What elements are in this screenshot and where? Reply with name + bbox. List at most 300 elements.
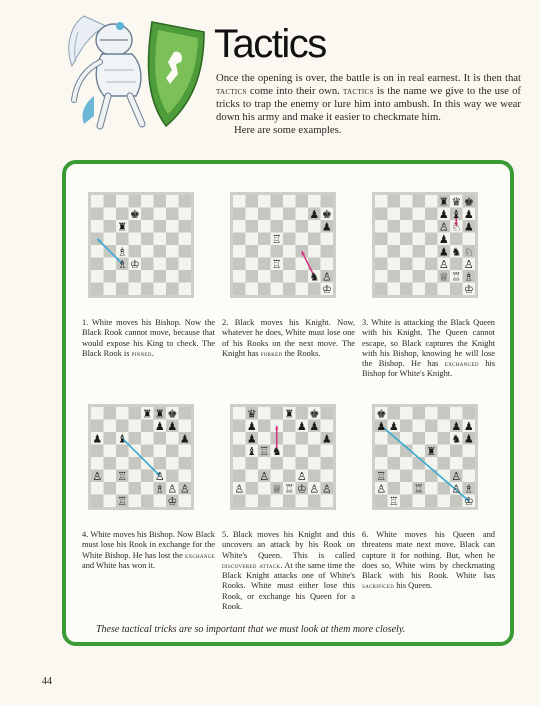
board-square xyxy=(271,195,284,208)
board-square xyxy=(400,482,413,495)
board-square xyxy=(321,258,334,271)
board-square xyxy=(91,270,104,283)
board-square xyxy=(308,495,321,508)
board-square xyxy=(179,470,192,483)
board-square xyxy=(413,220,426,233)
chess-piece-white: ♖ xyxy=(259,444,270,458)
chess-piece-white: ♔ xyxy=(321,282,332,295)
board-square xyxy=(116,482,129,495)
chess-piece-black: ♟ xyxy=(179,432,190,446)
board-square xyxy=(246,208,259,221)
board-square xyxy=(413,208,426,221)
board-square xyxy=(246,195,259,208)
chess-piece-white: ♘ xyxy=(451,220,462,234)
board-square xyxy=(154,495,167,508)
board-square xyxy=(375,245,388,258)
board-square xyxy=(388,245,401,258)
chess-piece-white: ♙ xyxy=(234,482,245,496)
board-square xyxy=(388,233,401,246)
board-square xyxy=(258,245,271,258)
board-square xyxy=(413,283,426,296)
chess-piece-white: ♙ xyxy=(92,469,103,483)
board-square xyxy=(258,208,271,221)
board-square xyxy=(271,407,284,420)
board-square xyxy=(375,270,388,283)
board-square xyxy=(91,283,104,296)
chess-piece-white: ♙ xyxy=(296,469,307,483)
term-pinned: pinned xyxy=(131,348,152,358)
board-square xyxy=(129,220,142,233)
board-square xyxy=(413,245,426,258)
board-square xyxy=(388,220,401,233)
board-square xyxy=(400,208,413,221)
board-square xyxy=(438,495,451,508)
board-square xyxy=(179,245,192,258)
chess-piece-white: ♙ xyxy=(438,220,449,234)
board-square xyxy=(104,407,117,420)
board-square xyxy=(413,407,426,420)
chess-piece-black: ♟ xyxy=(309,207,320,221)
board-square xyxy=(450,233,463,246)
board-square xyxy=(91,482,104,495)
board-square xyxy=(91,258,104,271)
board-square xyxy=(129,482,142,495)
board-square xyxy=(154,270,167,283)
chess-piece-black: ♜ xyxy=(426,444,437,458)
board-square xyxy=(116,208,129,221)
board-square xyxy=(141,208,154,221)
board-square xyxy=(375,457,388,470)
board-square xyxy=(388,258,401,271)
board-square xyxy=(400,258,413,271)
board-square xyxy=(296,283,309,296)
board-square xyxy=(233,270,246,283)
chess-piece-black: ♜ xyxy=(154,407,165,421)
chess-piece-black: ♟ xyxy=(463,419,474,433)
board-square xyxy=(375,233,388,246)
board-square xyxy=(400,245,413,258)
board-square xyxy=(425,495,438,508)
board-square xyxy=(91,495,104,508)
chess-piece-white: ♖ xyxy=(117,494,128,507)
board-square xyxy=(129,407,142,420)
board-square xyxy=(104,220,117,233)
board-square xyxy=(233,220,246,233)
board-square xyxy=(258,420,271,433)
board-square xyxy=(141,233,154,246)
chess-piece-black: ♟ xyxy=(438,207,449,221)
board-square xyxy=(104,258,117,271)
board-square xyxy=(296,220,309,233)
chess-board-1 xyxy=(88,192,194,298)
board-square xyxy=(283,283,296,296)
chess-piece-white: ♖ xyxy=(376,469,387,483)
chess-piece-white: ♖ xyxy=(117,469,128,483)
chess-piece-black: ♝ xyxy=(451,207,462,221)
board-square xyxy=(104,208,117,221)
board-square xyxy=(388,470,401,483)
chess-piece-white: ♗ xyxy=(117,245,128,259)
board-square xyxy=(179,283,192,296)
chess-piece-black: ♟ xyxy=(92,432,103,446)
board-square xyxy=(296,445,309,458)
chess-piece-white: ♙ xyxy=(438,257,449,271)
board-square xyxy=(154,258,167,271)
board-square xyxy=(141,220,154,233)
board-square xyxy=(283,445,296,458)
board-square xyxy=(375,258,388,271)
board-square xyxy=(141,283,154,296)
chess-board-2 xyxy=(230,192,336,298)
board-square xyxy=(141,245,154,258)
board-square xyxy=(400,495,413,508)
board-square xyxy=(179,220,192,233)
board-square xyxy=(233,195,246,208)
board-square xyxy=(296,432,309,445)
board-square xyxy=(308,195,321,208)
chess-piece-black: ♟ xyxy=(451,419,462,433)
board-square xyxy=(283,270,296,283)
board-square xyxy=(179,195,192,208)
board-square xyxy=(413,420,426,433)
board-square xyxy=(438,445,451,458)
board-square xyxy=(258,233,271,246)
board-square xyxy=(296,270,309,283)
board-square xyxy=(425,283,438,296)
chess-board-4 xyxy=(88,404,194,510)
chess-piece-black: ♚ xyxy=(129,207,140,221)
term-exchanged: exchanged xyxy=(444,359,479,369)
chess-piece-black: ♜ xyxy=(438,195,449,209)
board-square xyxy=(104,270,117,283)
board-square xyxy=(258,270,271,283)
board-square xyxy=(425,245,438,258)
board-square xyxy=(425,482,438,495)
board-square xyxy=(179,258,192,271)
board-square xyxy=(258,195,271,208)
board-square xyxy=(166,445,179,458)
board-square xyxy=(296,195,309,208)
board-square xyxy=(425,420,438,433)
examples-panel xyxy=(62,160,514,646)
board-square xyxy=(91,220,104,233)
board-square xyxy=(258,432,271,445)
board-square xyxy=(129,283,142,296)
board-square xyxy=(296,407,309,420)
chess-piece-black: ♟ xyxy=(438,232,449,246)
chess-piece-white: ♙ xyxy=(463,257,474,271)
board-square xyxy=(388,445,401,458)
board-square xyxy=(246,283,259,296)
board-square xyxy=(141,482,154,495)
board-square xyxy=(258,407,271,420)
board-square xyxy=(154,233,167,246)
board-square xyxy=(233,420,246,433)
board-square xyxy=(154,245,167,258)
page-title: Tactics xyxy=(214,22,326,66)
board-square xyxy=(400,270,413,283)
chess-piece-white: ♔ xyxy=(129,257,140,271)
board-square xyxy=(438,407,451,420)
board-square xyxy=(129,432,142,445)
board-square xyxy=(179,445,192,458)
chess-piece-black: ♞ xyxy=(309,270,320,284)
board-square xyxy=(141,420,154,433)
board-square xyxy=(321,420,334,433)
chess-piece-black: ♟ xyxy=(321,432,332,446)
board-square xyxy=(141,258,154,271)
board-square xyxy=(154,283,167,296)
board-square xyxy=(388,208,401,221)
chess-board-3 xyxy=(372,192,478,298)
board-square xyxy=(179,208,192,221)
chess-piece-white: ♖ xyxy=(388,494,399,507)
chess-piece-black: ♚ xyxy=(463,195,474,209)
chess-piece-white: ♙ xyxy=(321,482,332,496)
chess-board-5 xyxy=(230,404,336,510)
board-square xyxy=(388,407,401,420)
board-square xyxy=(400,220,413,233)
board-square xyxy=(400,233,413,246)
board-square xyxy=(141,432,154,445)
chess-piece-black: ♟ xyxy=(154,419,165,433)
board-square xyxy=(233,245,246,258)
board-square xyxy=(179,270,192,283)
board-square xyxy=(166,270,179,283)
board-square xyxy=(104,432,117,445)
term-sacrificed: sacrificed xyxy=(362,581,395,591)
board-square xyxy=(308,220,321,233)
board-square xyxy=(104,470,117,483)
board-square xyxy=(258,283,271,296)
chess-piece-black: ♝ xyxy=(246,444,257,458)
board-square xyxy=(271,270,284,283)
board-square xyxy=(233,407,246,420)
board-square xyxy=(283,470,296,483)
board-square xyxy=(179,233,192,246)
caption-1: 1. White moves his Bishop. Now the Black Rook cannot move, because that would expose his King to check. The Black Rook is pinned. xyxy=(82,318,215,358)
chess-piece-black: ♚ xyxy=(321,207,332,221)
chess-piece-black: ♟ xyxy=(246,419,257,433)
term-exchange: exchange xyxy=(185,550,215,560)
board-square xyxy=(129,245,142,258)
board-square xyxy=(258,482,271,495)
board-square xyxy=(375,495,388,508)
board-square xyxy=(179,495,192,508)
board-square xyxy=(463,233,476,246)
board-square xyxy=(413,270,426,283)
board-square xyxy=(425,233,438,246)
board-square xyxy=(308,233,321,246)
board-square xyxy=(91,420,104,433)
chess-piece-black: ♟ xyxy=(463,220,474,234)
board-square xyxy=(179,420,192,433)
board-square xyxy=(375,208,388,221)
chess-piece-black: ♟ xyxy=(463,432,474,446)
board-square xyxy=(271,220,284,233)
board-square xyxy=(233,457,246,470)
board-square xyxy=(179,457,192,470)
board-square xyxy=(246,495,259,508)
board-square xyxy=(438,457,451,470)
board-square xyxy=(283,208,296,221)
term-discovered-attack: discovered attack xyxy=(222,560,281,570)
board-square xyxy=(233,445,246,458)
term-tactics: tactics xyxy=(216,86,247,97)
board-square xyxy=(283,233,296,246)
chess-piece-white: ♙ xyxy=(376,482,387,496)
board-square xyxy=(91,457,104,470)
board-square xyxy=(388,432,401,445)
board-square xyxy=(388,195,401,208)
chess-piece-black: ♟ xyxy=(309,419,320,433)
board-square xyxy=(321,495,334,508)
caption-6: 6. White moves his Queen and threatens mate next move. Black can capture it for nothing. But, when he does so, White wins by checkmating Black with his Rook. White has sacrificed his Queen. xyxy=(362,530,495,591)
board-square xyxy=(375,283,388,296)
board-square xyxy=(413,470,426,483)
chess-piece-black: ♚ xyxy=(376,407,387,421)
board-square xyxy=(450,445,463,458)
board-square xyxy=(308,445,321,458)
board-square xyxy=(141,195,154,208)
board-square xyxy=(321,245,334,258)
board-square xyxy=(246,470,259,483)
board-square xyxy=(321,407,334,420)
board-square xyxy=(425,208,438,221)
board-square xyxy=(141,495,154,508)
board-square xyxy=(141,470,154,483)
board-square xyxy=(321,470,334,483)
board-square xyxy=(413,495,426,508)
board-square xyxy=(388,457,401,470)
board-square xyxy=(116,457,129,470)
board-square xyxy=(296,457,309,470)
board-square xyxy=(283,457,296,470)
caption-2: 2. Black moves his Knight. Now, whatever he does, White must lose one of his Rooks on the next move. The Knight has forked the Rooks. xyxy=(222,318,355,358)
chess-piece-white: ♗ xyxy=(117,257,128,271)
chess-piece-white: ♙ xyxy=(309,482,320,496)
board-square xyxy=(463,445,476,458)
chess-piece-black: ♞ xyxy=(451,245,462,259)
board-square xyxy=(116,420,129,433)
board-square xyxy=(425,220,438,233)
board-square xyxy=(91,195,104,208)
board-square xyxy=(271,208,284,221)
board-square xyxy=(388,482,401,495)
board-square xyxy=(375,432,388,445)
chess-piece-black: ♟ xyxy=(246,432,257,446)
chess-piece-black: ♟ xyxy=(296,419,307,433)
chess-piece-white: ♙ xyxy=(179,482,190,496)
board-square xyxy=(104,420,117,433)
board-square xyxy=(438,283,451,296)
board-square xyxy=(283,258,296,271)
chess-piece-white: ♙ xyxy=(167,482,178,496)
board-square xyxy=(321,233,334,246)
intro-text xyxy=(216,72,521,137)
board-square xyxy=(271,457,284,470)
caption-3: 3. White is attacking the Black Queen with his Knight. The Queen cannot escape, so Black captures the Knight with his Bishop, knowing he will lose the Bishop. He has exchanged his Bishop for White's Knight. xyxy=(362,318,495,379)
board-square xyxy=(425,195,438,208)
board-square xyxy=(258,258,271,271)
chess-piece-black: ♟ xyxy=(376,419,387,433)
board-square xyxy=(258,495,271,508)
board-square xyxy=(154,432,167,445)
board-square xyxy=(388,270,401,283)
chess-piece-black: ♞ xyxy=(451,432,462,446)
board-square xyxy=(154,195,167,208)
board-square xyxy=(129,457,142,470)
board-square xyxy=(296,208,309,221)
chess-piece-black: ♟ xyxy=(167,419,178,433)
board-square xyxy=(104,457,117,470)
board-square xyxy=(283,195,296,208)
board-square xyxy=(271,470,284,483)
board-square xyxy=(388,283,401,296)
board-square xyxy=(246,245,259,258)
board-square xyxy=(166,258,179,271)
board-square xyxy=(413,195,426,208)
board-square xyxy=(413,233,426,246)
term-forked: forked xyxy=(260,348,283,358)
board-square xyxy=(166,470,179,483)
board-square xyxy=(91,245,104,258)
board-square xyxy=(400,195,413,208)
board-square xyxy=(166,245,179,258)
board-square xyxy=(104,482,117,495)
board-square xyxy=(179,407,192,420)
board-square xyxy=(154,445,167,458)
board-square xyxy=(233,495,246,508)
board-square xyxy=(296,233,309,246)
board-square xyxy=(129,470,142,483)
board-square xyxy=(375,445,388,458)
chess-piece-white: ♙ xyxy=(154,469,165,483)
caption-5: 5. Black moves his Knight and this uncovers an attack by his Rook on White's Queen. This is called discovered attack. At the same time the Black Knight attacks one of White's Rooks. White must either lose this Rook, or exchange his Queen for a Rook. xyxy=(222,530,355,612)
intro-paragraph-1: Once the opening is over, the battle is on in real earnest. It is then that tactics come into their own. tactics is the name we give to the use of tricks to trap the enemy or lure him into ambush. In this way we wear down his army and make it easier to checkmate him. xyxy=(216,72,521,123)
chess-piece-black: ♜ xyxy=(117,220,128,234)
board-square xyxy=(246,482,259,495)
board-square xyxy=(308,432,321,445)
board-square xyxy=(246,457,259,470)
board-square xyxy=(271,245,284,258)
intro-paragraph-2: Here are some examples. xyxy=(234,124,342,136)
board-square xyxy=(116,407,129,420)
caption-4: 4. White moves his Bishop. Now Black must lose his Rook in exchange for the White Bishop. He has lost the exchange and White has won it. xyxy=(82,530,215,570)
board-square xyxy=(400,457,413,470)
board-square xyxy=(104,283,117,296)
board-square xyxy=(166,195,179,208)
board-square xyxy=(258,220,271,233)
chess-piece-white: ♘ xyxy=(463,245,474,259)
board-square xyxy=(129,270,142,283)
board-square xyxy=(233,208,246,221)
board-square xyxy=(154,220,167,233)
board-square xyxy=(233,432,246,445)
board-square xyxy=(166,233,179,246)
board-square xyxy=(321,195,334,208)
board-square xyxy=(91,407,104,420)
board-square xyxy=(450,407,463,420)
board-square xyxy=(166,457,179,470)
chess-piece-white: ♔ xyxy=(463,494,474,507)
board-square xyxy=(438,432,451,445)
chess-piece-white: ♔ xyxy=(167,494,178,507)
board-square xyxy=(258,457,271,470)
board-square xyxy=(400,407,413,420)
term-tactics: tactics xyxy=(343,86,374,97)
chess-piece-black: ♟ xyxy=(388,419,399,433)
